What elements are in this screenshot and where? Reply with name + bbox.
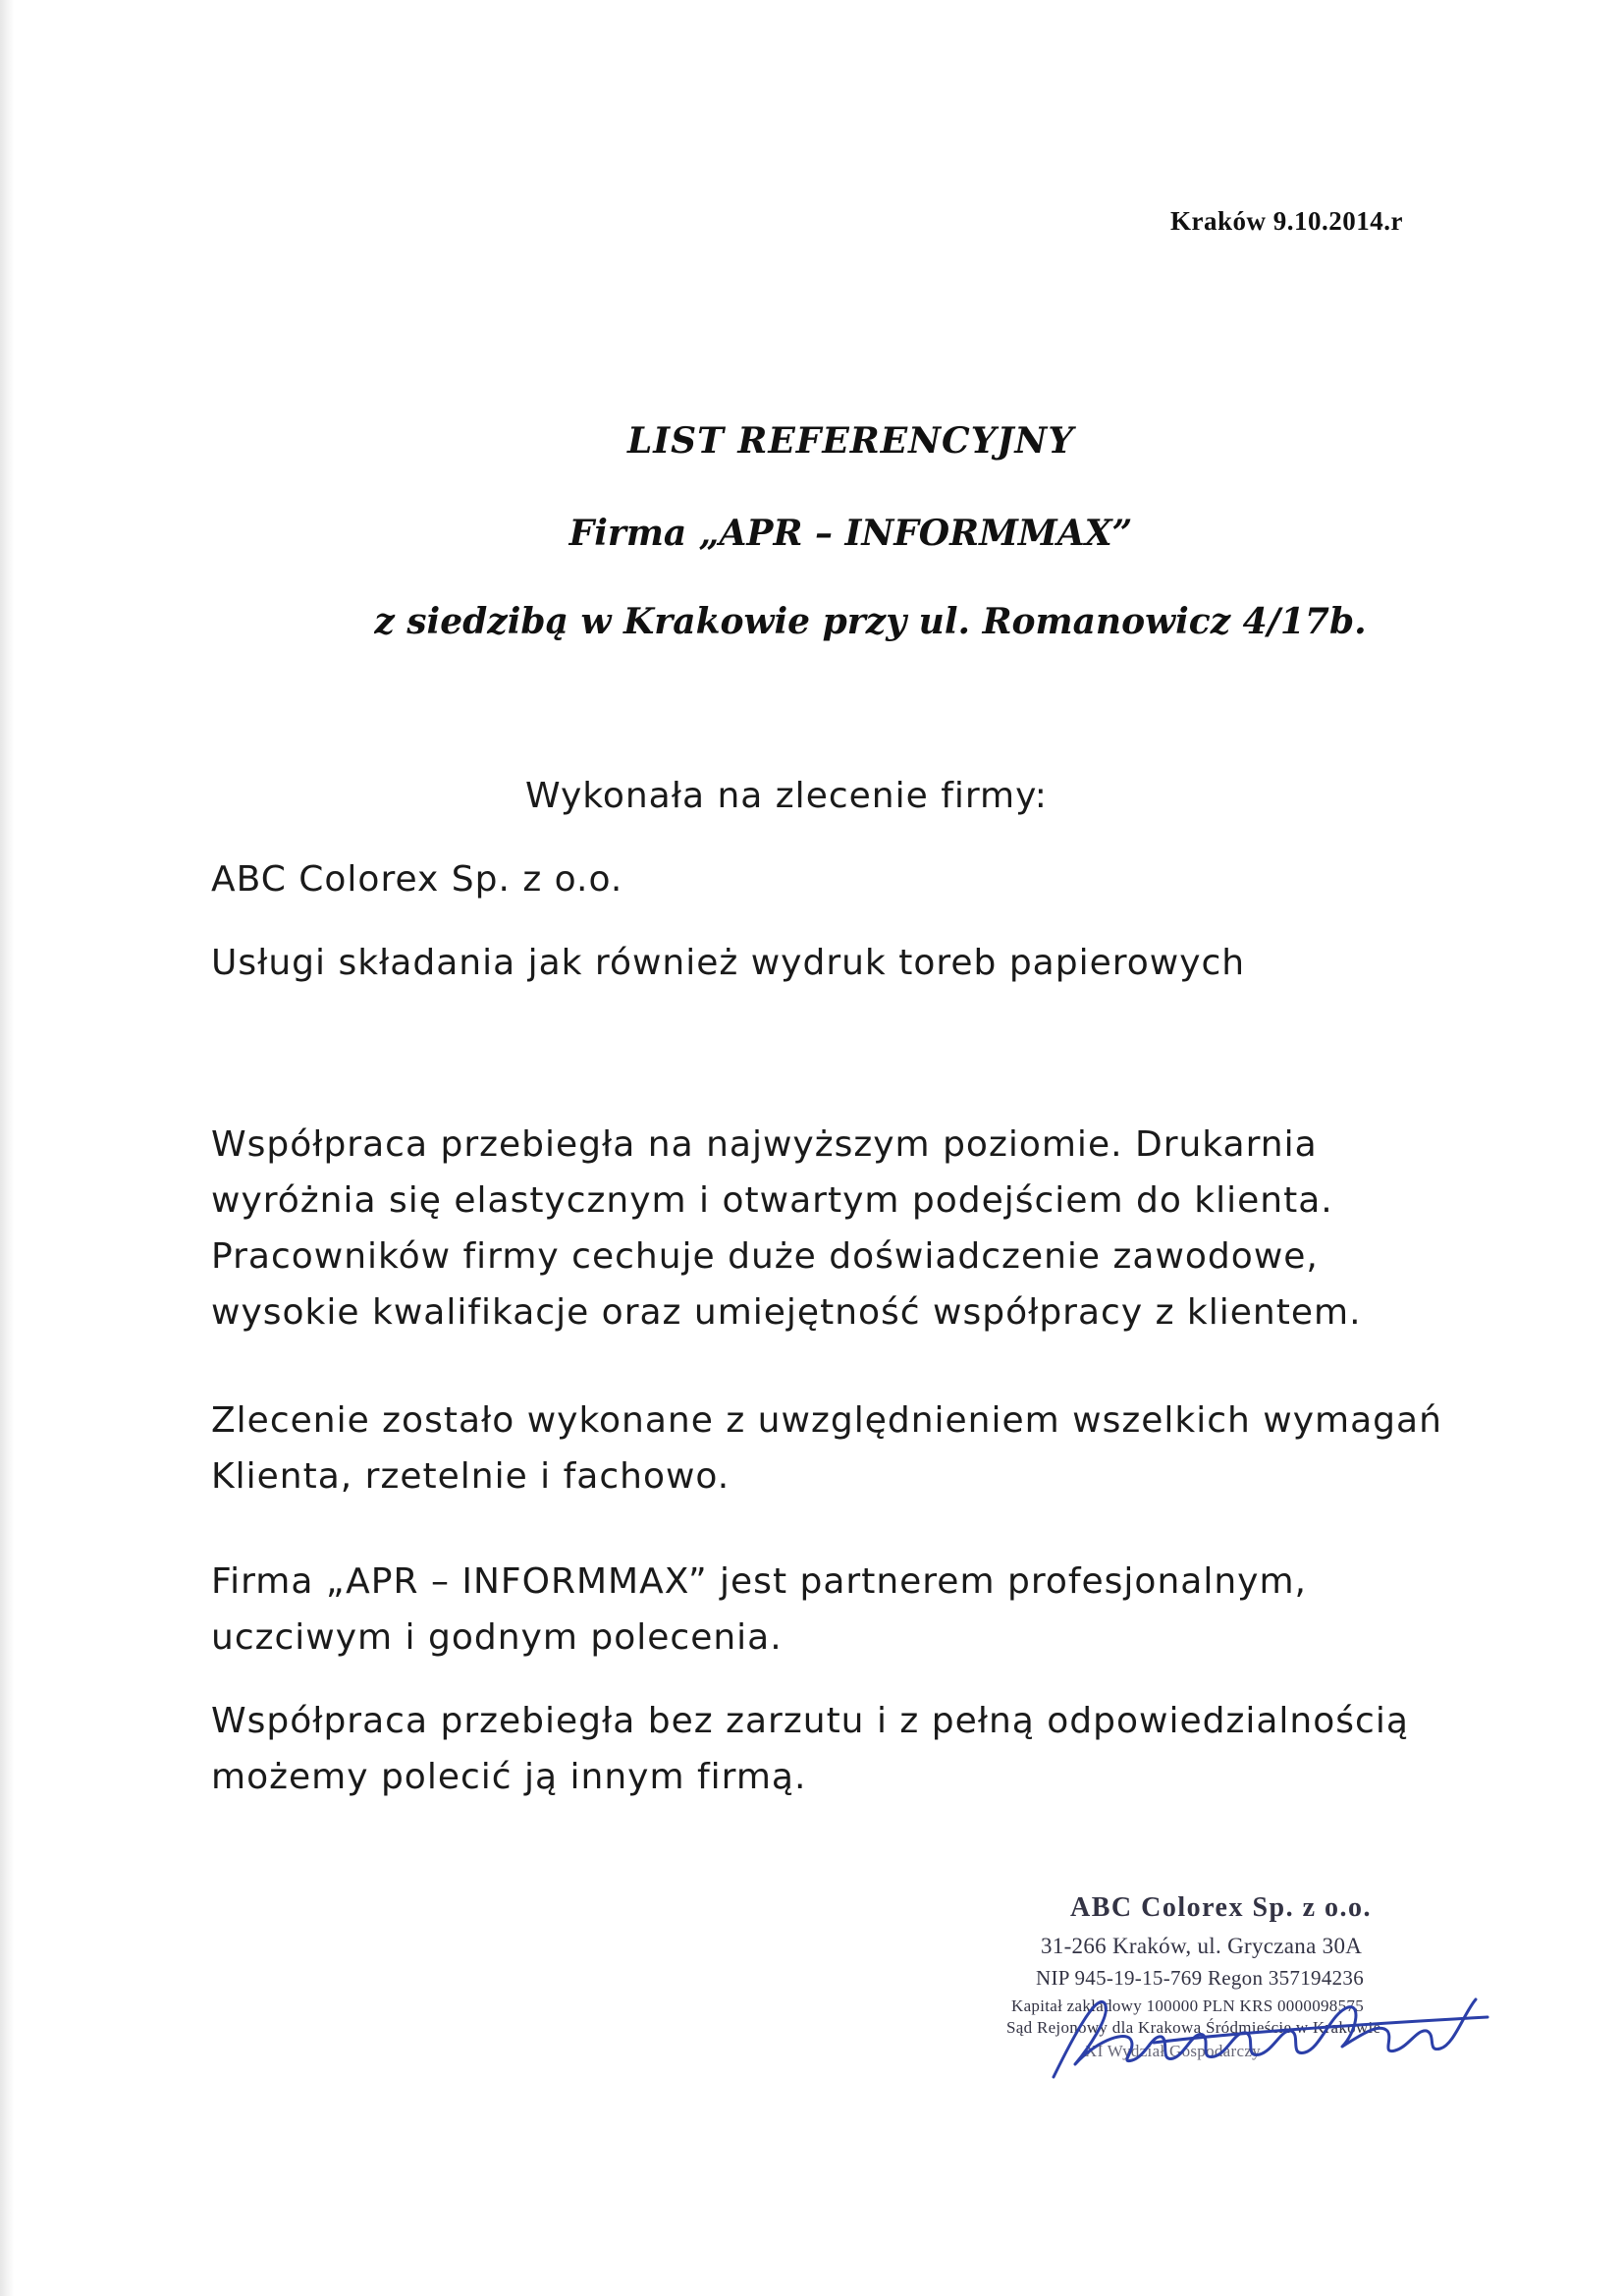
client-name: ABC Colorex Sp. z o.o. [211, 859, 623, 900]
stamp-capital: Kapitał zakładowy 100000 PLN KRS 0000098575 [1011, 1996, 1365, 2015]
paragraph-order-completion [211, 1393, 1468, 1504]
paragraph-line: uczciwym i godnym polecenia. [211, 1617, 783, 1658]
stamp-department: XI Wydział Gospodarczy [1085, 2042, 1261, 2060]
scan-edge-shadow [0, 0, 14, 2296]
paragraph-line: Firma „APR – INFORMMAX” jest partnerem profesjonalnym, [211, 1561, 1307, 1602]
paragraph-line: wyróżnia się elastycznym i otwartym podejściem do klienta. [211, 1180, 1333, 1221]
letter-date: Kraków 9.10.2014.r [1170, 206, 1403, 236]
paragraph-recommendation [211, 1554, 1468, 1666]
stamp-tax-ids: NIP 945-19-15-769 Regon 357194236 [1036, 1966, 1365, 1990]
paragraph-line: Współpraca przebiegła na najwyższym poziomie. Drukarnia [211, 1124, 1318, 1165]
company-address-heading: z siedzibą w Krakowie przy ul. Romanowicz 4/17b. [374, 601, 1367, 642]
paragraph-closing [211, 1693, 1468, 1805]
paragraph-line: Klienta, rzetelnie i fachowo. [211, 1456, 730, 1497]
handwritten-signature [1036, 1974, 1497, 2092]
paragraph-line: Zlecenie zostało wykonane z uwzględnieniem wszelkich wymagań [211, 1400, 1442, 1441]
stamp-address: 31-266 Kraków, ul. Gryczana 30A [1041, 1934, 1363, 1958]
paragraph-line: wysokie kwalifikacje oraz umiejętność współpracy z klientem. [211, 1292, 1362, 1333]
services-description: Usługi składania jak również wydruk toreb papierowych [211, 943, 1246, 983]
intro-line: Wykonała na zlecenie firmy: [525, 776, 1048, 816]
stamp-company-name: ABC Colorex Sp. z o.o. [1070, 1892, 1373, 1923]
letter-title: LIST REFERENCYJNY [626, 420, 1075, 462]
paragraph-line: Pracowników firmy cechuje duże doświadczenie zawodowe, [211, 1236, 1319, 1277]
company-name-heading: Firma „APR – INFORMMAX” [568, 513, 1133, 554]
paragraph-cooperation [211, 1117, 1468, 1340]
paragraph-line: możemy polecić ją innym firmą. [211, 1757, 807, 1797]
paragraph-line: Współpraca przebiegła bez zarzutu i z pełną odpowiedzialnością [211, 1701, 1409, 1741]
stamp-court: Sąd Rejonowy dla Krakowa Śródmieście w Krakowie [1006, 2018, 1381, 2037]
